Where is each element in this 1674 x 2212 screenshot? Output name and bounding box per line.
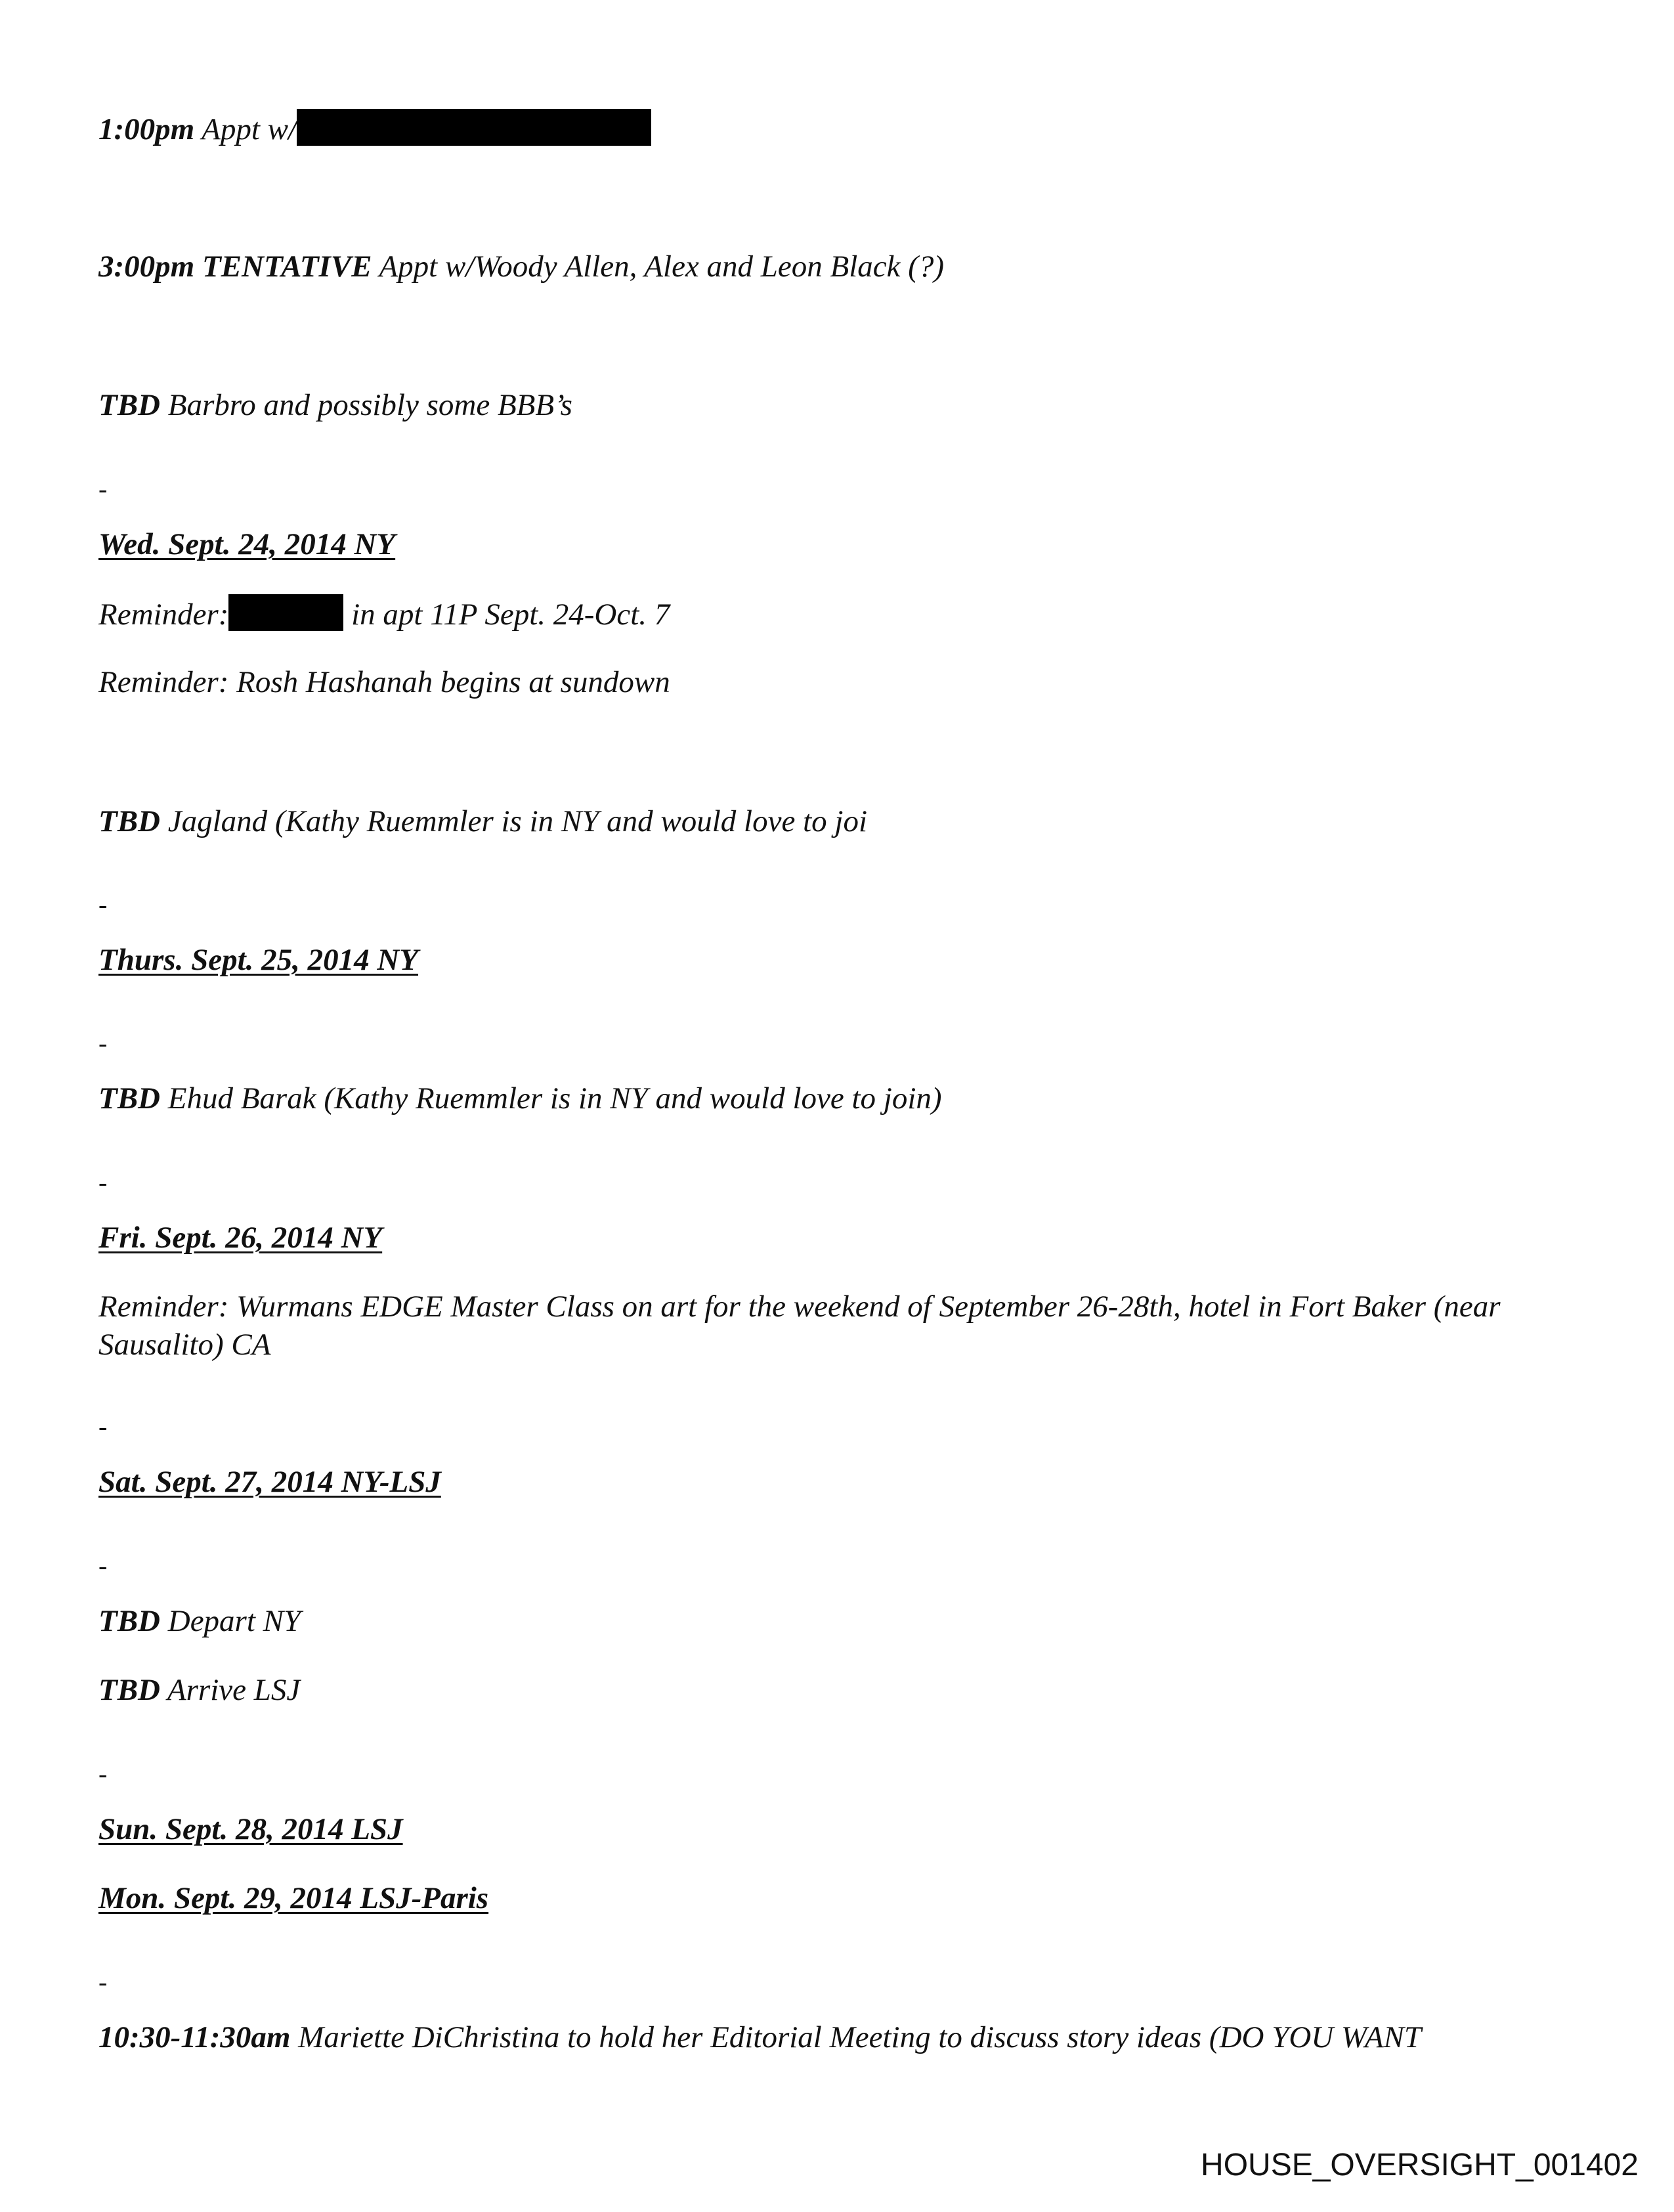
entry-tbd-barak — [98, 1079, 942, 1117]
separator-dash: - — [98, 1551, 108, 1580]
entry-3pm — [98, 248, 944, 286]
separator-dash: - — [98, 1167, 108, 1197]
entry-text: Jagland (Kathy Ruemmler is in NY and would love to joi — [167, 804, 868, 838]
entry-tbd-depart — [98, 1602, 301, 1640]
separator-dash: - — [98, 1967, 108, 1997]
entry-time: TBD — [98, 1673, 160, 1707]
separator-dash: - — [98, 474, 108, 504]
separator-dash: - — [98, 890, 108, 919]
entry-text: Barbro and possibly some BBB’s — [167, 388, 572, 422]
entry-text: Mariette DiChristina to hold her Editorial Meeting to discuss story ideas (DO YOU WANT — [298, 2020, 1422, 2054]
entry-tbd-barbro — [98, 386, 572, 424]
redaction-box — [228, 594, 343, 631]
entry-text: Depart NY — [167, 1604, 301, 1638]
entry-time: 10:30-11:30am — [98, 2020, 291, 2054]
separator-dash: - — [98, 1028, 108, 1058]
bates-number: HOUSE_OVERSIGHT_001402 — [1201, 2148, 1639, 2182]
entry-editorial-meeting — [98, 2018, 1421, 2056]
entry-1pm — [98, 109, 651, 148]
date-heading-fri: Fri. Sept. 26, 2014 NY — [98, 1221, 383, 1255]
entry-time: 1:00pm — [98, 112, 195, 146]
entry-text: Ehud Barak (Kathy Ruemmler is in NY and would love to join) — [167, 1081, 942, 1116]
date-heading-mon: Mon. Sept. 29, 2014 LSJ-Paris — [98, 1881, 489, 1915]
date-heading-sat: Sat. Sept. 27, 2014 NY-LSJ — [98, 1465, 441, 1499]
date-heading-sun: Sun. Sept. 28, 2014 LSJ — [98, 1812, 403, 1846]
separator-dash: - — [98, 1759, 108, 1789]
reminder-label: Reminder: — [98, 597, 229, 632]
redaction-box — [297, 109, 651, 146]
entry-tbd-arrive — [98, 1671, 300, 1709]
entry-time: TBD — [98, 1081, 160, 1116]
entry-time: TBD — [98, 1604, 160, 1638]
reminder-wurmans: Reminder: Wurmans EDGE Master Class on art for the weekend of September 26-28th, hotel in Fort Baker (near Sausalito) CA — [98, 1290, 1501, 1362]
date-heading-wed: Wed. Sept. 24, 2014 NY — [98, 527, 396, 561]
entry-text: Appt w/ — [202, 112, 297, 146]
reminder-text: in apt 11P Sept. 24-Oct. 7 — [351, 597, 670, 632]
date-heading-thu: Thurs. Sept. 25, 2014 NY — [98, 943, 419, 977]
entry-time: TBD — [98, 388, 160, 422]
entry-tbd-jagland — [98, 802, 867, 840]
reminder-apt — [98, 594, 670, 634]
separator-dash: - — [98, 1412, 108, 1441]
reminder-rosh-hashanah: Reminder: Rosh Hashanah begins at sundown — [98, 665, 670, 699]
entry-time: 3:00pm TENTATIVE — [98, 249, 372, 284]
entry-text: Appt w/Woody Allen, Alex and Leon Black (?) — [379, 249, 945, 284]
entry-text: Arrive LSJ — [167, 1673, 301, 1707]
entry-time: TBD — [98, 804, 160, 838]
